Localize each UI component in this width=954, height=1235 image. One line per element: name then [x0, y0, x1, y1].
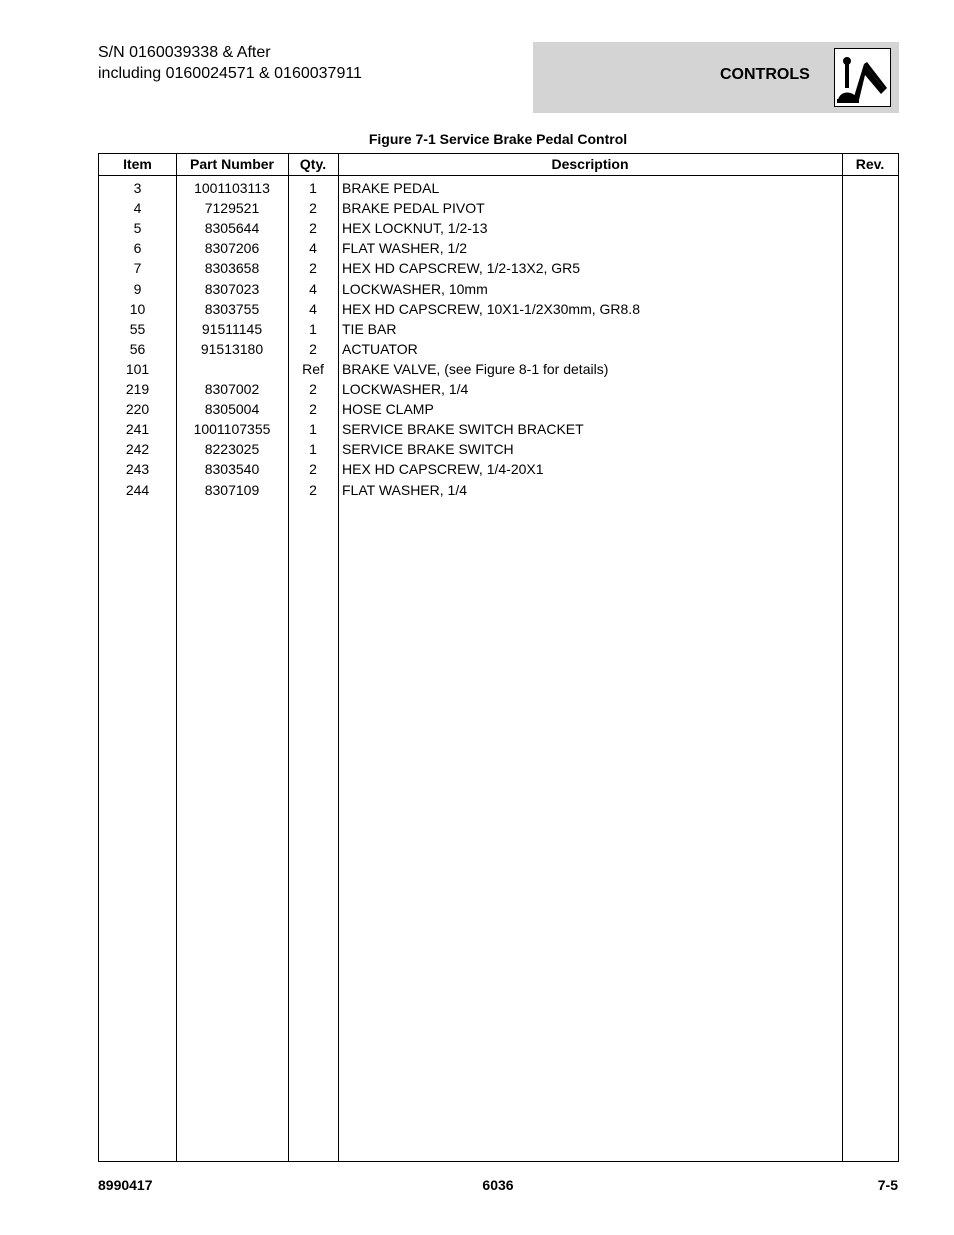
item-cell: 56 [129, 340, 146, 357]
qty-cell: 1 [309, 320, 317, 337]
column-header-part-number: Part Number [189, 156, 275, 172]
part-number-cell: 8223025 [204, 441, 260, 458]
part-number-cell: 1001103113 [194, 180, 270, 196]
description-cell: SERVICE BRAKE SWITCH BRACKET [342, 421, 584, 438]
table-row [99, 178, 898, 198]
part-number-cell: 91513180 [200, 340, 264, 357]
table-row [99, 299, 898, 319]
qty-cell: 4 [309, 300, 317, 317]
table-row [99, 339, 898, 359]
item-cell: 219 [125, 381, 150, 397]
item-cell: 220 [125, 401, 150, 418]
item-cell: 101 [125, 360, 150, 377]
part-number-cell: 8307002 [204, 381, 260, 397]
part-number-cell: 8305004 [204, 401, 260, 418]
item-cell: 10 [129, 300, 146, 317]
part-number-cell: 7129521 [204, 200, 260, 217]
description-cell: HEX HD CAPSCREW, 10X1-1/2X30mm, GR8.8 [342, 300, 640, 317]
parts-table [98, 153, 899, 1162]
description-cell: HEX HD CAPSCREW, 1/2-13X2, GR5 [342, 260, 581, 277]
part-number-cell: 8303658 [204, 260, 260, 277]
part-number-cell: 8307023 [204, 280, 260, 297]
table-row [99, 419, 898, 439]
part-number-cell: 1001107355 [193, 421, 271, 438]
figure-title: Figure 7-1 Service Brake Pedal Control [368, 131, 628, 147]
description-cell: BRAKE VALVE, (see Figure 8-1 for details) [342, 360, 609, 377]
serial-line-1: S/N 0160039338 & After [98, 44, 271, 61]
qty-cell: 2 [309, 381, 317, 397]
table-row [99, 258, 898, 278]
qty-cell: 4 [309, 240, 317, 257]
item-cell: 55 [129, 320, 146, 337]
table-row [99, 480, 898, 500]
qty-cell: 2 [309, 220, 317, 237]
table-row [99, 238, 898, 258]
column-header-description: Description [551, 156, 629, 172]
part-number-cell: 91511145 [201, 320, 263, 337]
item-cell: 242 [125, 441, 150, 458]
control-lever-icon [834, 48, 891, 107]
item-cell: 7 [133, 260, 142, 277]
item-cell: 9 [133, 280, 142, 297]
item-cell: 5 [133, 220, 142, 237]
item-cell: 6 [133, 240, 142, 257]
table-row [99, 459, 898, 479]
table-row [99, 359, 898, 379]
description-cell: HOSE CLAMP [342, 401, 434, 418]
qty-cell: 2 [309, 200, 317, 217]
qty-cell: 2 [309, 340, 317, 357]
part-number-cell: 8305644 [204, 220, 260, 237]
qty-cell: Ref [302, 360, 324, 377]
column-header-rev: Rev. [855, 156, 885, 172]
description-cell: FLAT WASHER, 1/4 [342, 481, 467, 498]
item-cell: 4 [133, 200, 142, 217]
qty-cell: 2 [309, 481, 317, 498]
item-cell: 243 [125, 461, 150, 478]
header-divider [99, 175, 898, 176]
footer-manual-number: 8990417 [98, 1177, 153, 1193]
description-cell: LOCKWASHER, 1/4 [342, 381, 469, 397]
qty-cell: 4 [309, 280, 317, 297]
item-cell: 3 [133, 180, 142, 196]
item-cell: 241 [125, 421, 150, 438]
serial-range [98, 42, 362, 84]
footer-model: 6036 [482, 1177, 514, 1193]
part-number-cell: 8303540 [204, 461, 260, 478]
footer-page-number: 7-5 [877, 1177, 898, 1193]
table-row [99, 319, 898, 339]
column-header-qty: Qty. [299, 156, 327, 172]
description-cell: LOCKWASHER, 10mm [342, 280, 488, 297]
qty-cell: 1 [309, 441, 317, 458]
table-row [99, 439, 898, 459]
qty-cell: 2 [309, 461, 317, 478]
part-number-cell: 8307109 [204, 481, 260, 498]
description-cell: SERVICE BRAKE SWITCH [342, 441, 514, 458]
table-row [99, 279, 898, 299]
qty-cell: 1 [309, 421, 317, 438]
serial-line-2: including 0160024571 & 0160037911 [98, 65, 362, 82]
table-row [99, 198, 898, 218]
item-cell: 244 [125, 481, 150, 498]
table-row [99, 399, 898, 419]
description-cell: FLAT WASHER, 1/2 [342, 240, 467, 257]
column-header-item: Item [123, 156, 152, 172]
description-cell: BRAKE PEDAL [342, 180, 440, 196]
qty-cell: 1 [309, 180, 317, 196]
part-number-cell: 8307206 [204, 240, 260, 257]
description-cell: HEX LOCKNUT, 1/2-13 [342, 220, 488, 237]
description-cell: HEX HD CAPSCREW, 1/4-20X1 [342, 461, 544, 478]
qty-cell: 2 [309, 401, 317, 418]
section-title: CONTROLS [720, 66, 810, 83]
qty-cell: 2 [309, 260, 317, 277]
part-number-cell: 8303755 [204, 300, 260, 317]
description-cell: TIE BAR [342, 320, 397, 337]
description-cell: BRAKE PEDAL PIVOT [342, 200, 485, 217]
table-row [99, 218, 898, 238]
description-cell: ACTUATOR [342, 340, 418, 357]
section-header [533, 42, 899, 113]
table-row [99, 379, 898, 399]
